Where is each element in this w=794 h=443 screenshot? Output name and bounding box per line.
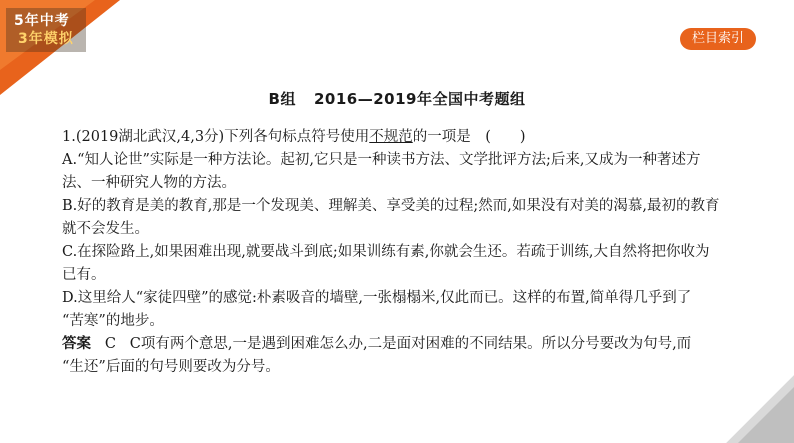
section-heading	[0, 88, 794, 109]
stem-underlined: 不规范	[369, 129, 413, 145]
answer-explanation-line2: “生还”后面的句号则要改为分号。	[62, 359, 280, 375]
answer-line	[62, 333, 722, 356]
page-corner-fold	[724, 373, 794, 443]
question-stem	[62, 126, 722, 149]
answer-choice: C	[104, 336, 116, 352]
brand-logo	[0, 0, 120, 95]
stem-suffix: 的一项是 ( )	[412, 129, 526, 145]
section-title-text: 2016—2019年全国中考题组	[313, 90, 526, 108]
option-b-line2: 就不会发生。	[62, 221, 149, 237]
answer-label: 答案	[62, 336, 91, 352]
option-b-line1: B.好的教育是美的教育,那是一个发现美、理解美、享受美的过程;然而,如果没有对美的渴慕,最初的教育	[62, 198, 720, 214]
answer-explanation-line1: C项有两个意思,一是遇到困难怎么办,二是面对困难的不同结果。所以分号要改为句号,而	[129, 336, 692, 352]
stem-prefix: 1.(2019湖北武汉,4,3分)下列各句标点符号使用	[62, 129, 370, 145]
brand-logo-line1: 5年中考	[14, 13, 70, 29]
option-c-line1: C.在探险路上,如果困难出现,就要战斗到底;如果训练有素,你就会生还。若疏于训练,大自然将把你收为	[62, 244, 710, 260]
column-index-button[interactable]: 栏目索引	[680, 28, 756, 50]
brand-logo-line2: 3年模拟	[18, 31, 74, 47]
option-a-line1: A.“知人论世”实际是一种方法论。起初,它只是一种读书方法、文学批评方法;后来,又成为一种著述方	[62, 152, 701, 168]
option-d-line2: “苦寒”的地步。	[62, 313, 164, 329]
question-body	[62, 126, 722, 379]
section-group: B组	[268, 90, 296, 108]
option-c-line2: 已有。	[62, 267, 106, 283]
option-d-line1: D.这里给人“家徒四壁”的感觉:朴素吸音的墙壁,一张榻榻米,仅此而已。这样的布置,简单得几乎到了	[62, 290, 692, 306]
option-a-line2: 法、一种研究人物的方法。	[62, 175, 236, 191]
